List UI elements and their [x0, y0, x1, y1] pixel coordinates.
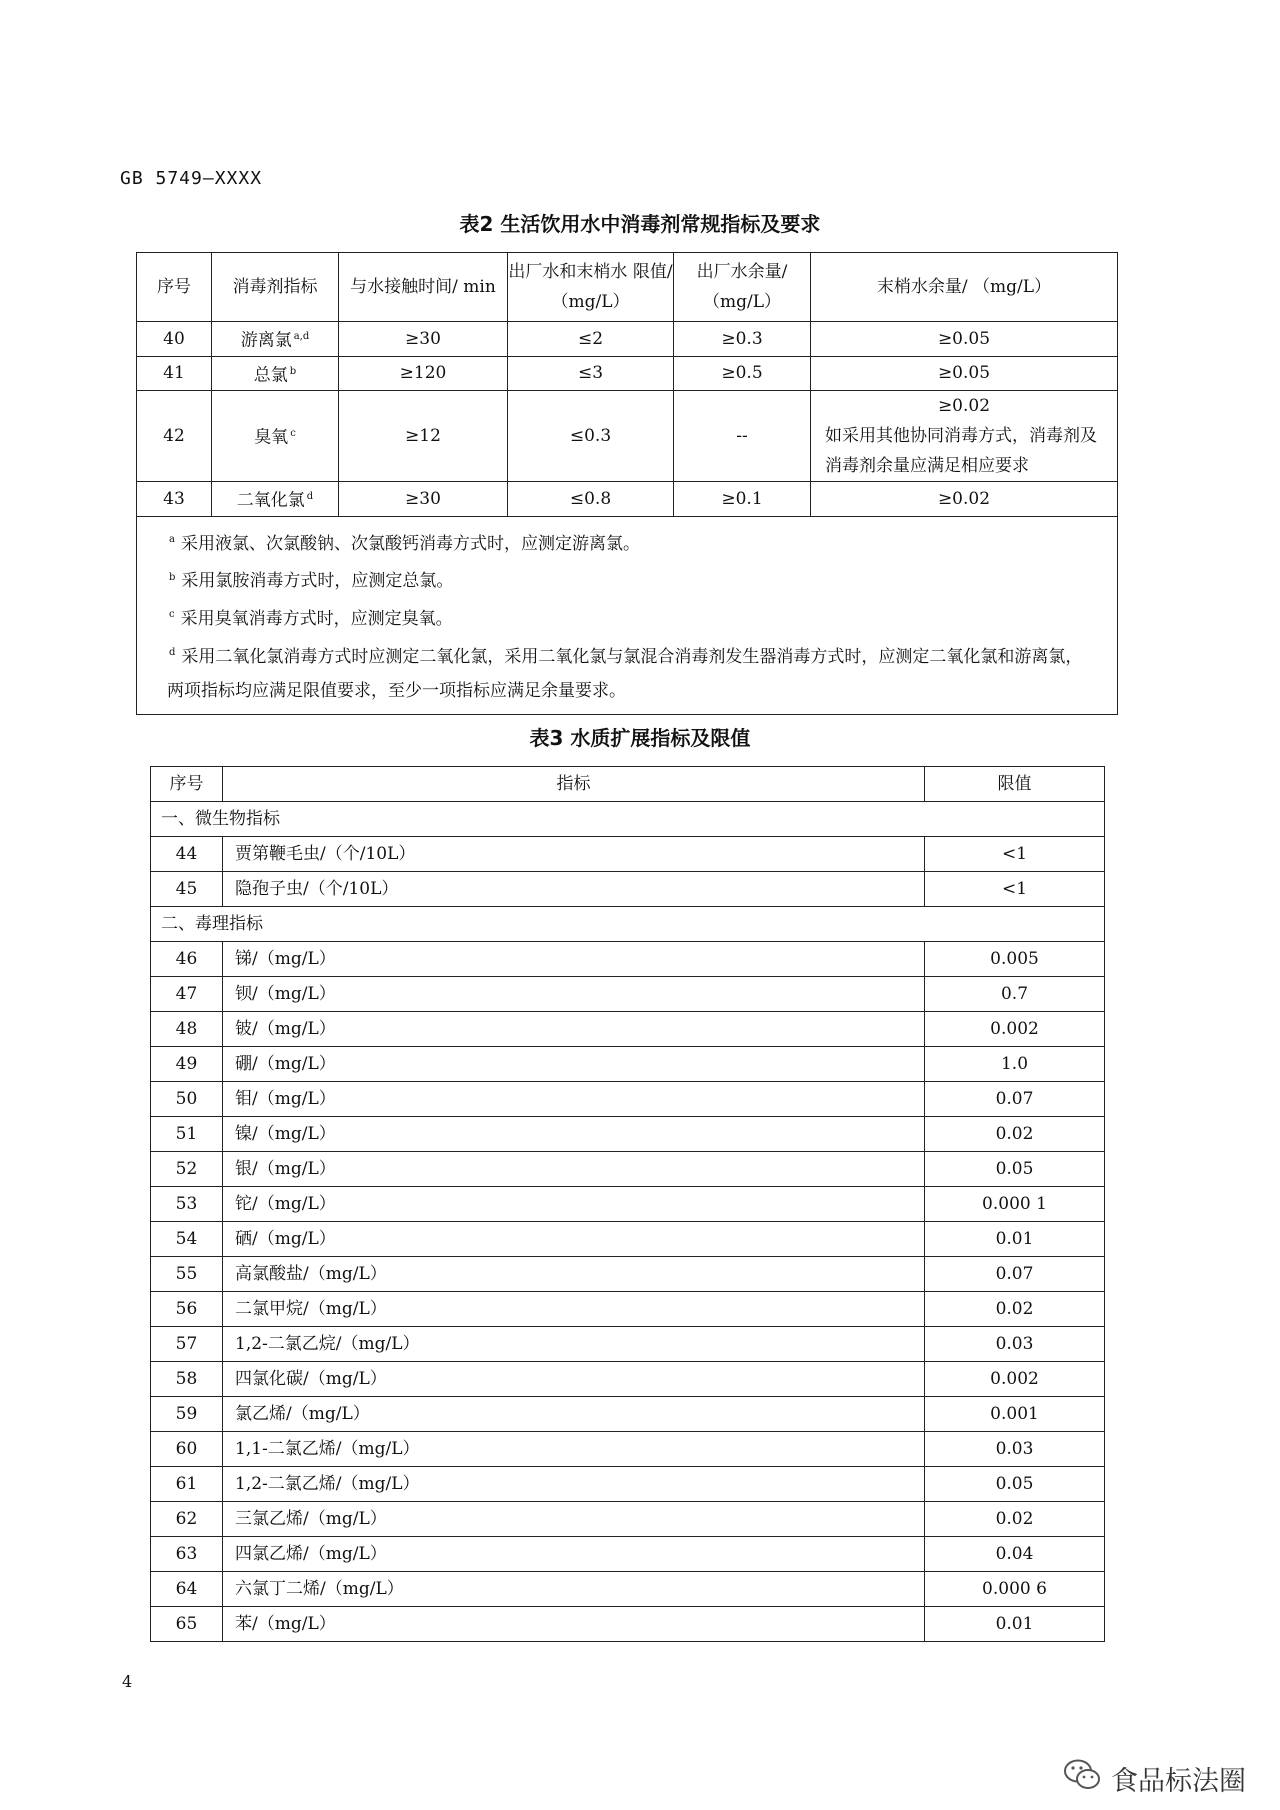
footnote-mark: c — [169, 609, 175, 621]
row-limit: 0.04 — [925, 1537, 1105, 1572]
table3-row — [151, 1187, 1105, 1222]
row-tap-residual — [811, 356, 1118, 391]
row-no: 57 — [151, 1327, 223, 1362]
row-tap-residual — [811, 391, 1118, 482]
row-limit: 0.07 — [925, 1257, 1105, 1292]
tap-note: 如采用其他协同消毒方式，消毒剂及消毒剂余量应满足相应要求 — [825, 426, 1097, 477]
indicator-name: 二氧化氯 — [236, 490, 305, 511]
table3-row — [151, 1607, 1105, 1642]
row-no: 44 — [151, 837, 223, 872]
row-limit: 0.03 — [925, 1432, 1105, 1467]
table3-row — [151, 1397, 1105, 1432]
row-no: 62 — [151, 1502, 223, 1537]
table3-row — [151, 1257, 1105, 1292]
row-no: 40 — [137, 322, 212, 357]
header-indicator: 指标 — [223, 767, 925, 802]
row-indicator — [212, 322, 339, 357]
row-tap-residual — [811, 482, 1118, 517]
table2-caption: 表2 生活饮用水中消毒剂常规指标及要求 — [459, 212, 821, 236]
footnote — [167, 523, 1087, 561]
row-limit: 0.005 — [925, 942, 1105, 977]
table3-row — [151, 1082, 1105, 1117]
row-no: 46 — [151, 942, 223, 977]
page-number: 4 — [122, 1672, 133, 1691]
table3-header-row — [151, 767, 1105, 802]
disinfectant-table — [136, 252, 1118, 715]
table3-row — [151, 1117, 1105, 1152]
row-contact-time: ≥30 — [339, 322, 508, 357]
row-no: 61 — [151, 1467, 223, 1502]
table3-row — [151, 942, 1105, 977]
table3-row — [151, 1432, 1105, 1467]
tap-value: ≥0.02 — [937, 489, 991, 510]
row-limit: 0.7 — [925, 977, 1105, 1012]
row-indicator — [212, 391, 339, 482]
footnote-text: 采用二氧化氯消毒方式时应测定二氧化氯，采用二氧化氯与氯混合消毒剂发生器消毒方式时，应测定二氧化氯和游离氯，两项指标均应满足限值要求，至少一项指标应满足余量要求。 — [167, 646, 1083, 701]
row-no: 56 — [151, 1292, 223, 1327]
row-indicator: 六氯丁二烯/（mg/L） — [223, 1572, 925, 1607]
section-row — [151, 907, 1105, 942]
row-contact-time: ≥120 — [339, 356, 508, 391]
indicator-name: 总氯 — [253, 365, 288, 386]
table3-row — [151, 1327, 1105, 1362]
row-factory-residual: ≥0.1 — [674, 482, 811, 517]
row-limit: ≤2 — [508, 322, 674, 357]
header-factory-residual: 出厂水余量/ （mg/L） — [674, 253, 811, 322]
footnote — [167, 598, 1087, 636]
row-limit: 0.03 — [925, 1327, 1105, 1362]
row-limit: 0.01 — [925, 1222, 1105, 1257]
row-contact-time: ≥12 — [339, 391, 508, 482]
row-limit: 0.05 — [925, 1152, 1105, 1187]
table3-row — [151, 977, 1105, 1012]
table3-row — [151, 1502, 1105, 1537]
footnote-mark: a,d — [293, 331, 310, 342]
row-limit: <1 — [925, 872, 1105, 907]
table3-row — [151, 1292, 1105, 1327]
row-indicator — [212, 482, 339, 517]
row-factory-residual: -- — [674, 391, 811, 482]
row-indicator: 银/（mg/L） — [223, 1152, 925, 1187]
tap-value: ≥0.05 — [937, 363, 991, 384]
row-indicator — [212, 356, 339, 391]
footnote-text: 采用液氯、次氯酸钠、次氯酸钙消毒方式时，应测定游离氯。 — [180, 533, 640, 554]
footnote-text: 采用氯胺消毒方式时，应测定总氯。 — [181, 571, 454, 592]
table3-row — [151, 1012, 1105, 1047]
tap-value: ≥0.05 — [937, 328, 991, 349]
row-limit: 0.01 — [925, 1607, 1105, 1642]
footnote-mark: d — [306, 491, 314, 503]
row-limit: 0.002 — [925, 1362, 1105, 1397]
brand-watermark — [1063, 1758, 1246, 1799]
row-limit: 0.02 — [925, 1117, 1105, 1152]
row-indicator: 锑/（mg/L） — [223, 942, 925, 977]
row-no: 58 — [151, 1362, 223, 1397]
row-indicator: 1,2-二氯乙烯/（mg/L） — [223, 1467, 925, 1502]
table3-row — [151, 1572, 1105, 1607]
row-no: 50 — [151, 1082, 223, 1117]
header-no: 序号 — [151, 767, 223, 802]
row-limit: 0.000 6 — [925, 1572, 1105, 1607]
row-no: 54 — [151, 1222, 223, 1257]
table3-caption: 表3 水质扩展指标及限值 — [529, 726, 751, 750]
section-row — [151, 802, 1105, 837]
row-limit: ≤3 — [508, 356, 674, 391]
table2-notes-row — [137, 516, 1118, 714]
row-no: 53 — [151, 1187, 223, 1222]
row-no: 48 — [151, 1012, 223, 1047]
table2-header-row — [137, 253, 1118, 322]
row-factory-residual: ≥0.5 — [674, 356, 811, 391]
row-indicator: 氯乙烯/（mg/L） — [223, 1397, 925, 1432]
footnote-mark: b — [289, 365, 297, 377]
row-limit: 0.07 — [925, 1082, 1105, 1117]
section-title: 二、毒理指标 — [151, 907, 1105, 942]
row-no: 45 — [151, 872, 223, 907]
header-limit: 限值 — [925, 767, 1105, 802]
row-indicator: 1,2-二氯乙烷/（mg/L） — [223, 1327, 925, 1362]
header-indicator: 消毒剂指标 — [212, 253, 339, 322]
row-indicator: 二氯甲烷/（mg/L） — [223, 1292, 925, 1327]
table3-row — [151, 1047, 1105, 1082]
row-limit: 0.02 — [925, 1292, 1105, 1327]
row-no: 41 — [137, 356, 212, 391]
wechat-icon — [1063, 1758, 1103, 1799]
header-no: 序号 — [137, 253, 212, 322]
row-no: 43 — [137, 482, 212, 517]
header-tap-residual: 末梢水余量/ （mg/L） — [811, 253, 1118, 322]
row-limit: 0.05 — [925, 1467, 1105, 1502]
row-indicator: 苯/（mg/L） — [223, 1607, 925, 1642]
brand-name: 食品标法圈 — [1111, 1766, 1246, 1797]
section-title: 一、微生物指标 — [151, 802, 1105, 837]
row-indicator: 三氯乙烯/（mg/L） — [223, 1502, 925, 1537]
row-limit: <1 — [925, 837, 1105, 872]
row-indicator: 硒/（mg/L） — [223, 1222, 925, 1257]
footnote-mark: a — [169, 533, 175, 545]
footnote — [167, 636, 1087, 708]
row-indicator: 硼/（mg/L） — [223, 1047, 925, 1082]
row-tap-residual — [811, 322, 1118, 357]
row-no: 64 — [151, 1572, 223, 1607]
table3-row — [151, 1152, 1105, 1187]
row-limit: 0.000 1 — [925, 1187, 1105, 1222]
row-limit: 1.0 — [925, 1047, 1105, 1082]
row-no: 47 — [151, 977, 223, 1012]
table3-row — [151, 1362, 1105, 1397]
row-no: 51 — [151, 1117, 223, 1152]
row-limit: ≤0.8 — [508, 482, 674, 517]
table2-row — [137, 356, 1118, 391]
extended-indicators-table — [150, 766, 1105, 1642]
footnote — [167, 561, 1087, 599]
row-indicator: 钼/（mg/L） — [223, 1082, 925, 1117]
row-contact-time: ≥30 — [339, 482, 508, 517]
row-factory-residual: ≥0.3 — [674, 322, 811, 357]
tap-value: ≥0.02 — [937, 396, 991, 417]
table3-row — [151, 1467, 1105, 1502]
row-no: 52 — [151, 1152, 223, 1187]
row-indicator: 四氯乙烯/（mg/L） — [223, 1537, 925, 1572]
table2-row — [137, 322, 1118, 357]
row-indicator: 贾第鞭毛虫/（个/10L） — [223, 837, 925, 872]
table2-row — [137, 482, 1118, 517]
header-limit: 出厂水和末梢水 限值/（mg/L） — [508, 253, 674, 322]
document-code: GB 5749—XXXX — [120, 168, 263, 189]
row-no: 49 — [151, 1047, 223, 1082]
row-no: 60 — [151, 1432, 223, 1467]
footnote-text: 采用臭氧消毒方式时，应测定臭氧。 — [180, 608, 453, 629]
row-indicator: 铊/（mg/L） — [223, 1187, 925, 1222]
table2-row — [137, 391, 1118, 482]
row-limit: 0.001 — [925, 1397, 1105, 1432]
footnote-mark: d — [169, 646, 176, 658]
header-contact-time: 与水接触时间/ min — [339, 253, 508, 322]
table3-row — [151, 1537, 1105, 1572]
footnote-mark: b — [169, 571, 176, 583]
indicator-name: 臭氧 — [254, 428, 289, 449]
row-no: 42 — [137, 391, 212, 482]
row-no: 65 — [151, 1607, 223, 1642]
row-indicator: 镍/（mg/L） — [223, 1117, 925, 1152]
row-no: 63 — [151, 1537, 223, 1572]
row-indicator: 钡/（mg/L） — [223, 977, 925, 1012]
row-limit: ≤0.3 — [508, 391, 674, 482]
row-indicator: 1,1-二氯乙烯/（mg/L） — [223, 1432, 925, 1467]
footnote-mark: c — [290, 428, 296, 440]
row-no: 59 — [151, 1397, 223, 1432]
row-no: 55 — [151, 1257, 223, 1292]
table3-row — [151, 1222, 1105, 1257]
row-indicator: 铍/（mg/L） — [223, 1012, 925, 1047]
row-indicator: 隐孢子虫/（个/10L） — [223, 872, 925, 907]
table3-row — [151, 872, 1105, 907]
table3-row — [151, 837, 1105, 872]
table2-notes — [137, 516, 1118, 714]
row-limit: 0.002 — [925, 1012, 1105, 1047]
row-indicator: 高氯酸盐/（mg/L） — [223, 1257, 925, 1292]
indicator-name: 游离氯 — [240, 330, 292, 351]
row-indicator: 四氯化碳/（mg/L） — [223, 1362, 925, 1397]
row-limit: 0.02 — [925, 1502, 1105, 1537]
